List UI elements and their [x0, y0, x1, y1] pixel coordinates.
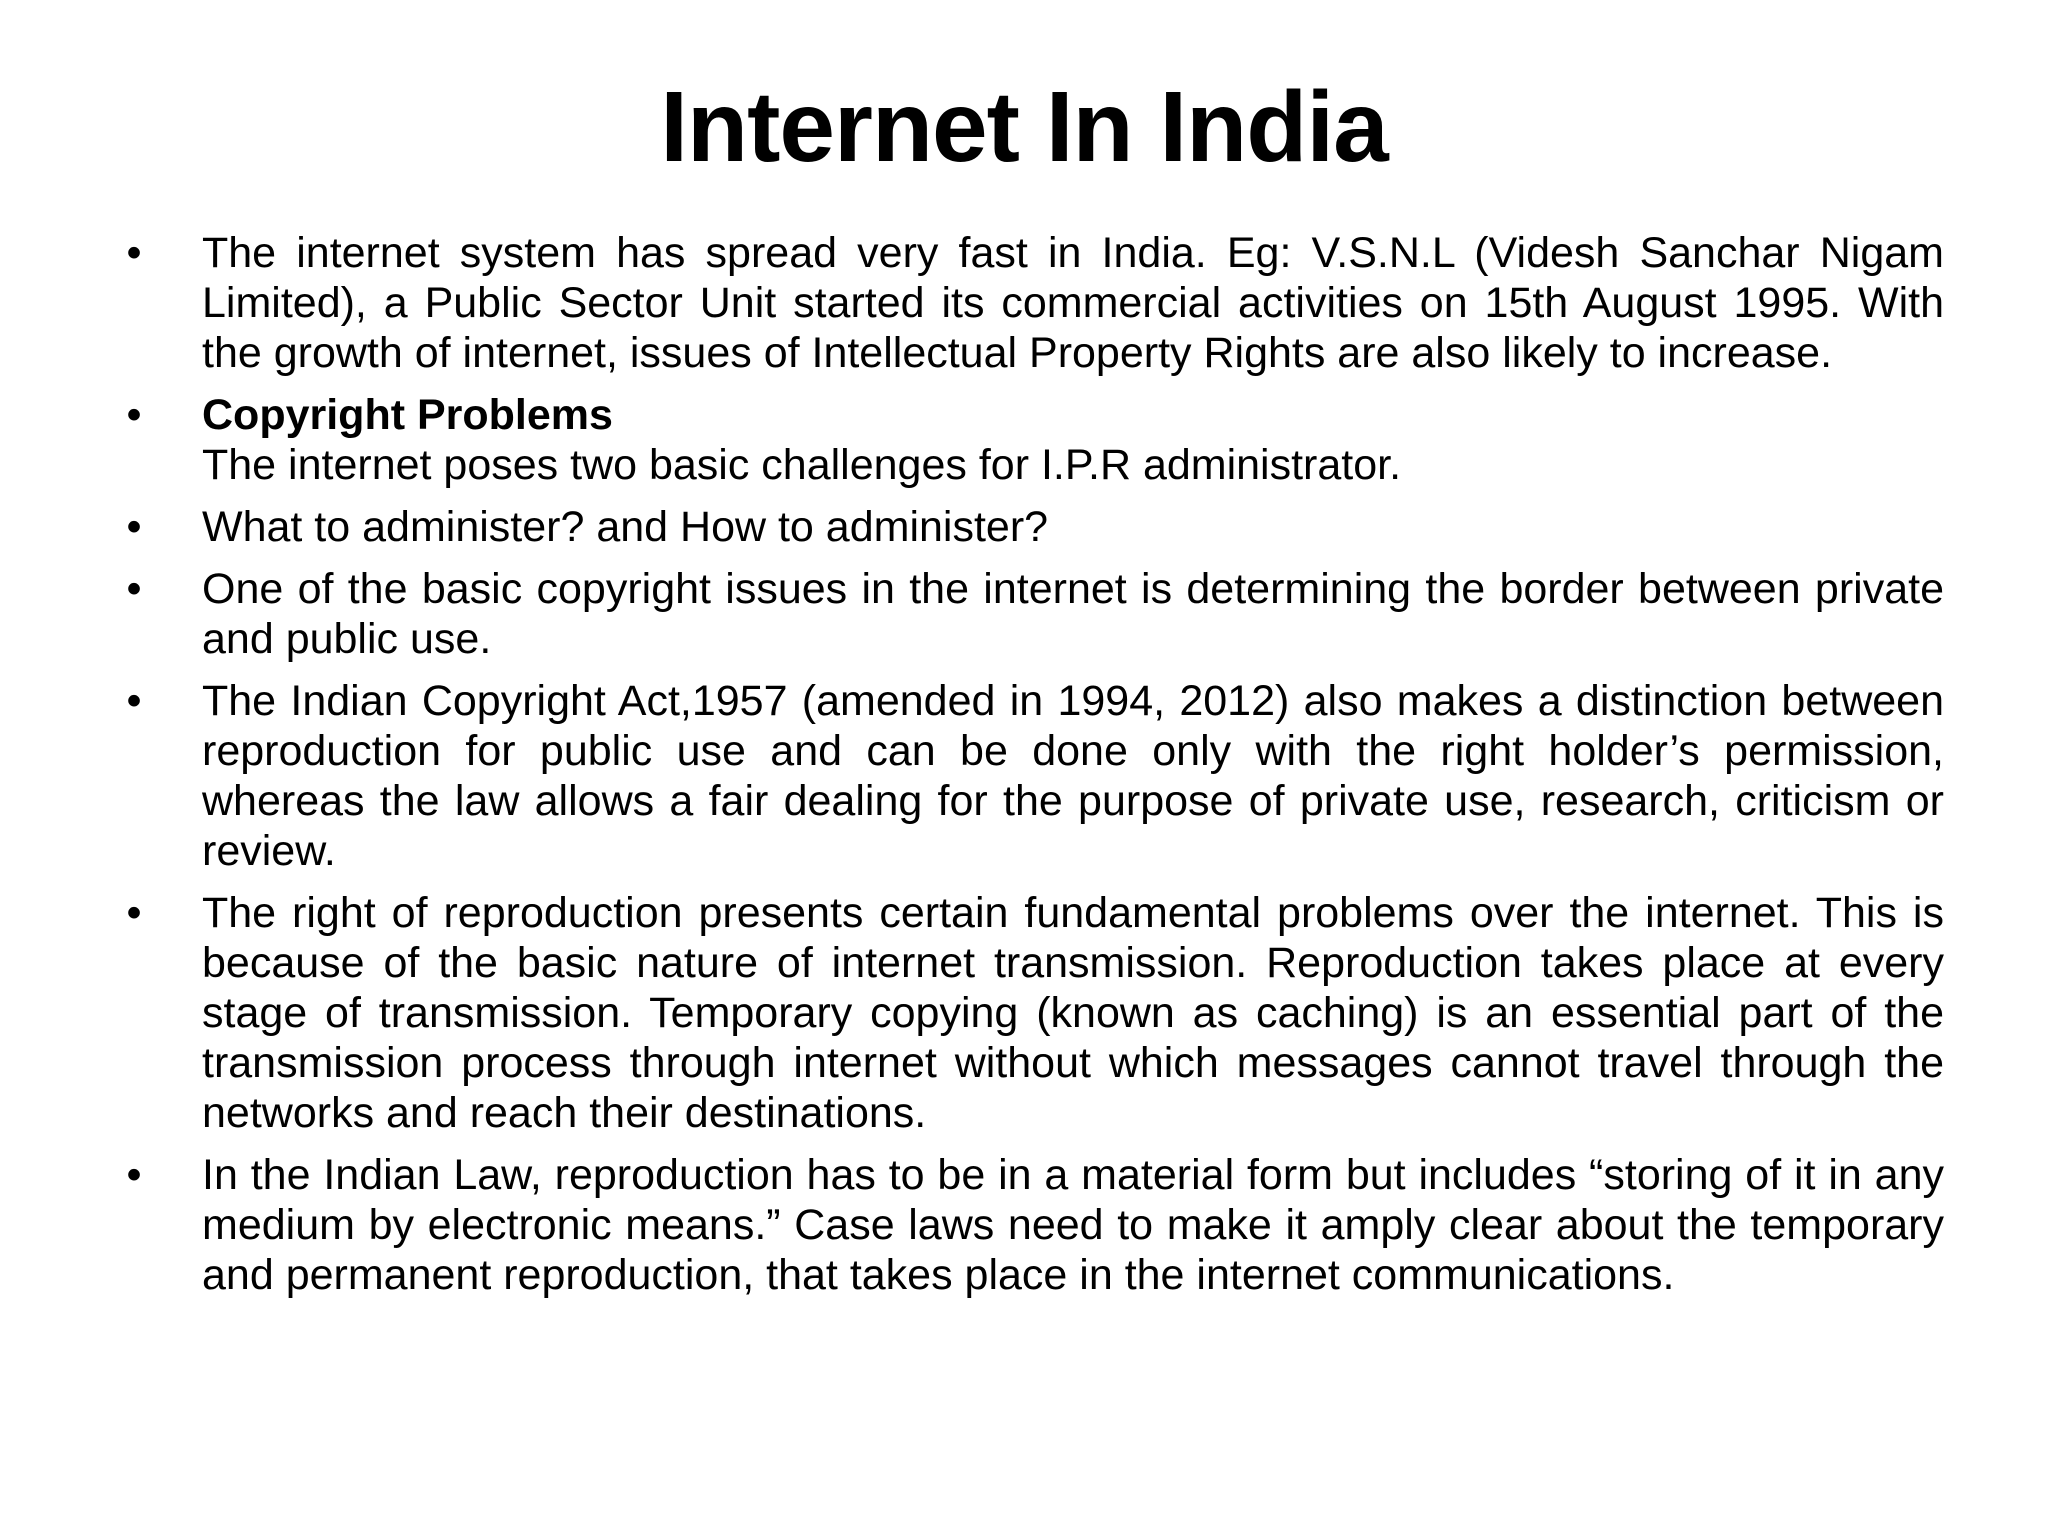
- bullet-item: [122, 1150, 1944, 1300]
- bullet-icon: •: [126, 889, 142, 937]
- bullet-text: In the Indian Law, reproduction has to be in a material form but includes “storing of it in any medium by electronic means.” Case laws need to make it amply clear about the temporary and permanent reproduction, that takes place in the internet communications.: [202, 1151, 1944, 1299]
- bullet-icon: •: [126, 229, 142, 277]
- bullet-text: The internet poses two basic challenges for I.P.R administrator.: [202, 441, 1402, 489]
- bullet-icon: •: [126, 1151, 142, 1199]
- bullet-item: [122, 888, 1944, 1138]
- bullet-text: The internet system has spread very fast in India. Eg: V.S.N.L (Videsh Sanchar Nigam Limited), a Public Sector Unit started its commercial activities on 15th August 1995. With the growth of internet, issues of Intellectual Property Rights are also likely to increase.: [202, 229, 1944, 377]
- bullet-heading: Copyright Problems: [202, 391, 613, 439]
- bullet-item: [122, 676, 1944, 876]
- bullet-item: [122, 228, 1944, 378]
- bullet-item: [122, 502, 1944, 552]
- bullet-icon: •: [126, 503, 142, 551]
- bullet-icon: •: [126, 565, 142, 613]
- bullet-text: The Indian Copyright Act,1957 (amended in 1994, 2012) also makes a distinction between reproduction for public use and can be done only with the right holder’s permission, whereas the law allows a fair dealing for the purpose of private use, research, criticism or review.: [202, 677, 1944, 875]
- bullet-text: The right of reproduction presents certain fundamental problems over the internet. This is because of the basic nature of internet transmission. Reproduction takes place at every stage of transmission. Temporary copying (known as caching) is an essential part of the transmission process through internet without which messages cannot travel through the networks and reach their destinations.: [202, 889, 1944, 1137]
- bullet-icon: •: [126, 391, 142, 439]
- bullet-list: [122, 228, 1944, 1312]
- bullet-item: [122, 390, 1944, 490]
- slide-title: Internet In India: [660, 71, 1388, 183]
- bullet-icon: •: [126, 677, 142, 725]
- bullet-text: What to administer? and How to administer?: [202, 503, 1049, 551]
- bullet-text: One of the basic copyright issues in the internet is determining the border between private and public use.: [202, 565, 1944, 663]
- bullet-item: [122, 564, 1944, 664]
